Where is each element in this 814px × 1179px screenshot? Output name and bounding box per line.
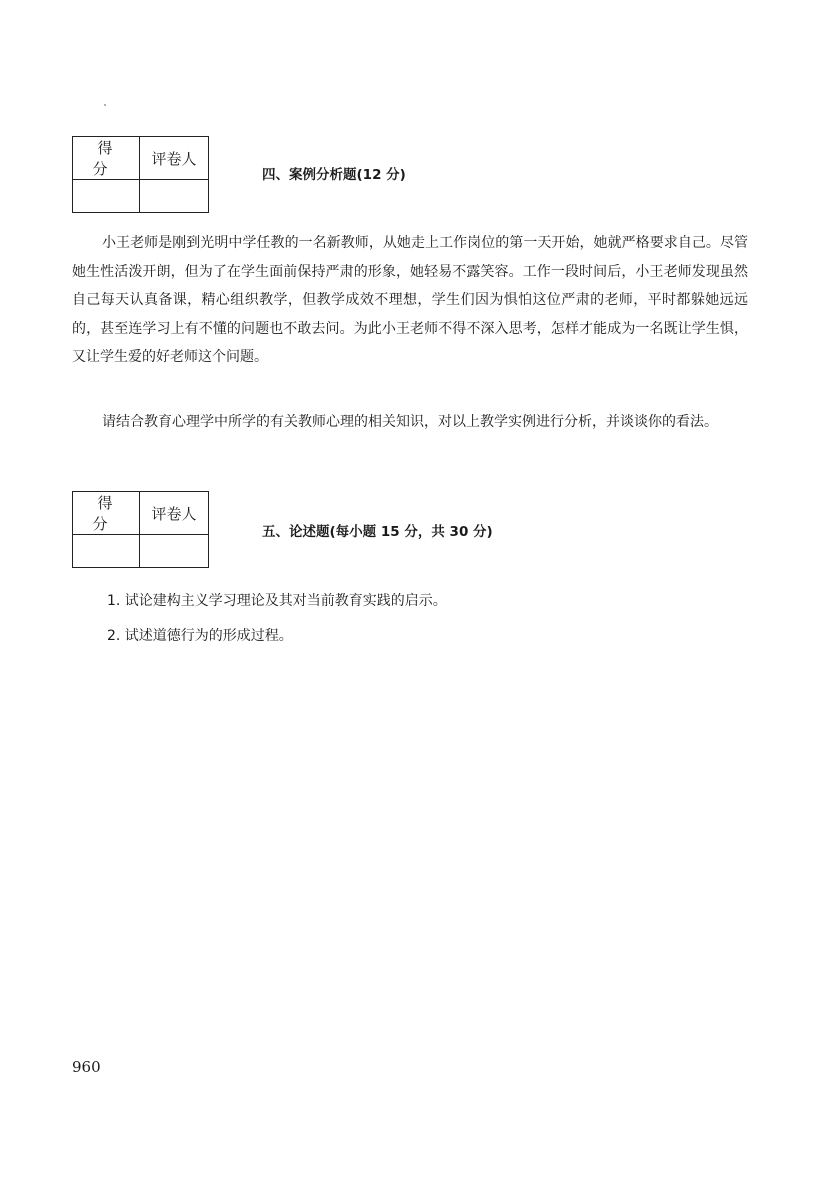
- case-question: 请结合教育心理学中所学的有关教师心理的相关知识，对以上教学实例进行分析，并谈谈你的看法。: [102, 414, 718, 430]
- score-table-section-4: [72, 136, 209, 213]
- section-heading-essay: 五、论述题(每小题 15 分，共 30 分): [262, 524, 493, 540]
- score-label: 得 分: [73, 492, 140, 535]
- score-table-section-5: [72, 491, 209, 568]
- grader-label: 评卷人: [140, 492, 209, 535]
- section-heading-case-analysis: 四、案例分析题(12 分): [262, 167, 406, 183]
- score-cell: [73, 180, 140, 213]
- scan-speck: [104, 104, 106, 106]
- grader-cell: [140, 535, 209, 568]
- page-number: 960: [72, 1058, 101, 1076]
- grader-label: 评卷人: [140, 137, 209, 180]
- score-label: 得 分: [73, 137, 140, 180]
- case-text: 小王老师是刚到光明中学任教的一名新教师，从她走上工作岗位的第一天开始，她就严格要求自己。尽管她生性活泼开朗，但为了在学生面前保持严肃的形象，她轻易不露笑容。工作一段时间后，小王老师发现虽然自己每天认真备课，精心组织教学，但教学成效不理想，学生们因为惧怕这位严肃的老师，平时都躲她远远的，甚至连学习上有不懂的问题也不敢去问。为此小王老师不得不深入思考，怎样才能成为一名既让学生惧，又让学生爱的好老师这个问题。: [72, 235, 748, 366]
- essay-question: 1. 试论建构主义学习理论及其对当前教育实践的启示。: [107, 593, 447, 609]
- score-cell: [73, 535, 140, 568]
- essay-question: 2. 试述道德行为的形成过程。: [107, 628, 293, 644]
- grader-cell: [140, 180, 209, 213]
